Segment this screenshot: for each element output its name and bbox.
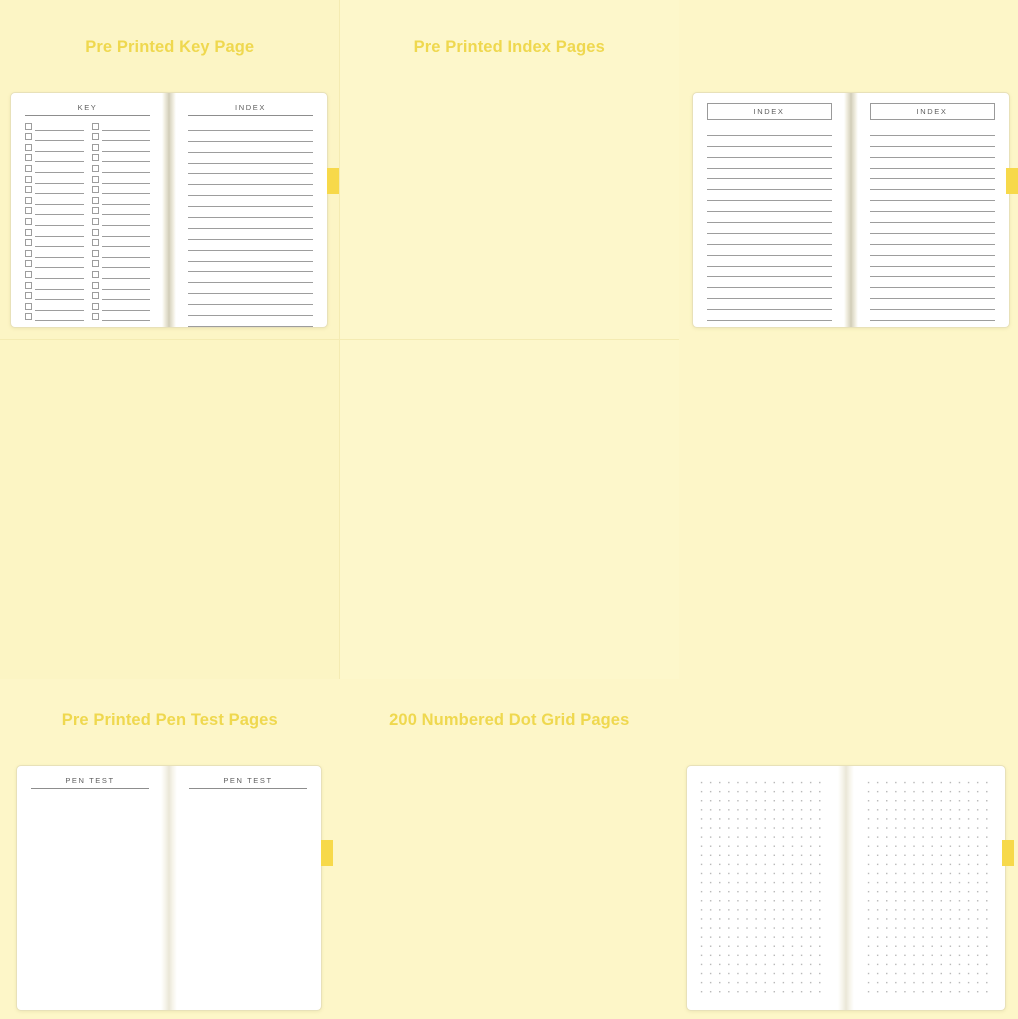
key-row xyxy=(92,120,151,131)
key-row xyxy=(25,194,84,205)
write-line xyxy=(188,326,313,327)
checkbox-icon xyxy=(92,207,99,214)
checkbox-icon xyxy=(25,260,32,267)
checkbox-icon xyxy=(25,123,32,130)
write-line xyxy=(707,287,832,288)
write-row xyxy=(188,174,313,185)
write-line xyxy=(870,222,995,223)
write-line xyxy=(188,304,313,305)
write-line xyxy=(707,168,832,169)
checkbox-icon xyxy=(92,292,99,299)
write-line xyxy=(707,298,832,299)
write-line xyxy=(188,141,313,142)
write-line xyxy=(870,200,995,201)
write-row xyxy=(188,131,313,142)
quadrant-title-dot-grid-pages: 200 Numbered Dot Grid Pages xyxy=(389,710,630,729)
checkbox-icon xyxy=(25,144,32,151)
write-line xyxy=(870,298,995,299)
write-row xyxy=(188,207,313,218)
key-row xyxy=(25,173,84,184)
write-line xyxy=(707,189,832,190)
checkbox-icon xyxy=(92,313,99,320)
write-line xyxy=(870,276,995,277)
write-row xyxy=(870,158,995,169)
write-row xyxy=(870,147,995,158)
write-row xyxy=(188,262,313,273)
write-row xyxy=(707,223,832,234)
key-row xyxy=(25,226,84,237)
ruled-lines-right xyxy=(870,125,995,321)
write-line xyxy=(102,257,151,258)
notebook-spine xyxy=(162,93,176,327)
write-line xyxy=(102,267,151,268)
write-line xyxy=(102,193,151,194)
write-line xyxy=(870,244,995,245)
write-line xyxy=(35,214,84,215)
write-line xyxy=(707,276,832,277)
checkbox-icon xyxy=(92,176,99,183)
page-pen-test-left xyxy=(17,766,161,1010)
write-row xyxy=(188,120,313,131)
write-line xyxy=(707,320,832,321)
checkbox-icon xyxy=(25,229,32,236)
write-line xyxy=(707,309,832,310)
write-line xyxy=(870,211,995,212)
key-row xyxy=(25,215,84,226)
key-column-left xyxy=(25,120,84,321)
bookmark-tab xyxy=(1006,168,1018,194)
write-line xyxy=(188,195,313,196)
checkbox-icon xyxy=(25,207,32,214)
write-line xyxy=(188,152,313,153)
write-line xyxy=(35,310,84,311)
write-row xyxy=(188,240,313,251)
notebook-spine xyxy=(161,766,177,1010)
write-row xyxy=(870,256,995,267)
checkbox-icon xyxy=(25,154,32,161)
write-line xyxy=(188,271,313,272)
key-row xyxy=(92,173,151,184)
write-row xyxy=(870,245,995,256)
key-row xyxy=(25,237,84,248)
write-row xyxy=(707,256,832,267)
key-row xyxy=(92,279,151,290)
write-line xyxy=(102,172,151,173)
page-index-right xyxy=(858,93,1009,327)
write-line xyxy=(707,178,832,179)
write-row xyxy=(707,136,832,147)
page-dot-grid-right xyxy=(854,766,1005,1010)
quadrant-index-pages xyxy=(340,0,948,340)
key-row xyxy=(92,184,151,195)
write-line xyxy=(870,135,995,136)
write-line xyxy=(35,320,84,321)
write-line xyxy=(102,310,151,311)
write-row xyxy=(188,251,313,262)
checkbox-icon xyxy=(92,144,99,151)
write-row xyxy=(188,196,313,207)
page-header-pen-test-left: PEN TEST xyxy=(31,776,149,789)
page-key xyxy=(11,93,162,327)
write-row xyxy=(188,164,313,175)
checkbox-icon xyxy=(25,239,32,246)
key-row xyxy=(25,162,84,173)
write-line xyxy=(707,244,832,245)
write-line xyxy=(870,266,995,267)
key-row xyxy=(92,141,151,152)
key-row xyxy=(92,152,151,163)
write-row xyxy=(707,267,832,278)
dot-grid-pattern xyxy=(697,778,828,998)
write-row xyxy=(870,201,995,212)
write-line xyxy=(35,225,84,226)
write-line xyxy=(35,140,84,141)
key-column-right xyxy=(92,120,151,321)
key-row xyxy=(92,205,151,216)
write-line xyxy=(870,309,995,310)
write-line xyxy=(102,225,151,226)
checkbox-icon xyxy=(92,229,99,236)
checkbox-icon xyxy=(25,303,32,310)
key-columns xyxy=(25,120,150,321)
write-line xyxy=(188,130,313,131)
write-line xyxy=(188,293,313,294)
write-line xyxy=(870,146,995,147)
write-line xyxy=(102,246,151,247)
write-line xyxy=(102,130,151,131)
notebook-spine xyxy=(838,766,854,1010)
write-row xyxy=(870,288,995,299)
write-row xyxy=(707,277,832,288)
notebook-spine xyxy=(844,93,858,327)
key-row xyxy=(25,131,84,142)
write-row xyxy=(870,277,995,288)
checkbox-icon xyxy=(92,271,99,278)
page-pen-test-right xyxy=(177,766,321,1010)
key-row xyxy=(25,290,84,301)
page-header-index-left: INDEX xyxy=(707,103,832,120)
write-line xyxy=(35,151,84,152)
write-row xyxy=(870,169,995,180)
checkbox-icon xyxy=(25,271,32,278)
checkbox-icon xyxy=(25,197,32,204)
checkbox-icon xyxy=(92,186,99,193)
checkbox-icon xyxy=(25,133,32,140)
write-row xyxy=(707,201,832,212)
write-line xyxy=(707,200,832,201)
write-line xyxy=(35,172,84,173)
write-line xyxy=(188,217,313,218)
write-row xyxy=(870,299,995,310)
page-header-index-right: INDEX xyxy=(870,103,995,120)
page-index xyxy=(176,93,327,327)
write-line xyxy=(102,214,151,215)
write-row xyxy=(188,229,313,240)
quadrant-key-page xyxy=(0,0,340,340)
quadrant-title-key-page: Pre Printed Key Page xyxy=(85,38,255,56)
write-line xyxy=(707,146,832,147)
key-row xyxy=(25,205,84,216)
write-line xyxy=(102,289,151,290)
write-row xyxy=(870,125,995,136)
write-row xyxy=(188,283,313,294)
checkbox-icon xyxy=(92,123,99,130)
blank-writing-area xyxy=(31,793,149,1019)
notebook-key-page xyxy=(10,92,328,328)
checkbox-icon xyxy=(92,239,99,246)
quadrant-title-index-pages: Pre Printed Index Pages xyxy=(413,38,605,56)
key-row xyxy=(92,290,151,301)
write-line xyxy=(870,233,995,234)
page-header-key: KEY xyxy=(25,103,150,116)
key-row xyxy=(25,184,84,195)
ruled-lines xyxy=(188,120,313,327)
write-line xyxy=(188,261,313,262)
write-line xyxy=(707,211,832,212)
write-line xyxy=(102,320,151,321)
write-row xyxy=(188,218,313,229)
write-row xyxy=(188,185,313,196)
notebook-pen-test xyxy=(16,765,322,1011)
blank-writing-area xyxy=(189,793,307,1019)
write-line xyxy=(102,140,151,141)
write-line xyxy=(102,204,151,205)
write-line xyxy=(35,161,84,162)
write-row xyxy=(870,267,995,278)
key-row xyxy=(92,311,151,322)
checkbox-icon xyxy=(25,165,32,172)
key-row xyxy=(25,300,84,311)
write-row xyxy=(707,212,832,223)
write-row xyxy=(707,169,832,180)
key-row xyxy=(92,237,151,248)
write-line xyxy=(35,278,84,279)
write-line xyxy=(102,299,151,300)
write-row xyxy=(707,245,832,256)
write-line xyxy=(35,204,84,205)
write-line xyxy=(707,266,832,267)
key-row xyxy=(92,215,151,226)
write-row xyxy=(188,294,313,305)
write-line xyxy=(870,168,995,169)
write-row xyxy=(188,305,313,316)
checkbox-icon xyxy=(92,218,99,225)
checkbox-icon xyxy=(92,154,99,161)
write-line xyxy=(35,130,84,131)
write-line xyxy=(707,233,832,234)
dot-grid-pattern xyxy=(864,778,995,998)
write-line xyxy=(102,236,151,237)
write-line xyxy=(35,299,84,300)
write-row xyxy=(707,310,832,321)
write-row xyxy=(188,316,313,327)
write-line xyxy=(870,255,995,256)
write-line xyxy=(35,289,84,290)
bookmark-tab xyxy=(1002,840,1014,866)
key-row xyxy=(25,268,84,279)
write-line xyxy=(870,178,995,179)
quadrant-title-pen-test-pages: Pre Printed Pen Test Pages xyxy=(61,710,278,729)
write-line xyxy=(707,157,832,158)
bookmark-tab xyxy=(327,168,339,194)
key-row xyxy=(25,120,84,131)
write-row xyxy=(188,142,313,153)
checkbox-icon xyxy=(92,260,99,267)
key-row xyxy=(25,258,84,269)
write-row xyxy=(188,272,313,283)
key-row xyxy=(25,311,84,322)
write-line xyxy=(870,189,995,190)
key-row xyxy=(92,162,151,173)
write-row xyxy=(707,190,832,201)
checkbox-icon xyxy=(25,282,32,289)
write-line xyxy=(188,282,313,283)
write-line xyxy=(870,287,995,288)
page-header-pen-test-right: PEN TEST xyxy=(189,776,307,789)
write-line xyxy=(35,183,84,184)
checkbox-icon xyxy=(92,165,99,172)
write-row xyxy=(870,223,995,234)
write-line xyxy=(188,206,313,207)
notebook-index-pages xyxy=(692,92,1010,328)
key-row xyxy=(92,247,151,258)
page-dot-grid-left xyxy=(687,766,838,1010)
write-line xyxy=(188,250,313,251)
write-line xyxy=(188,315,313,316)
write-line xyxy=(35,246,84,247)
horizontal-divider xyxy=(0,339,679,340)
key-row xyxy=(92,131,151,142)
checkbox-icon xyxy=(92,282,99,289)
write-row xyxy=(870,310,995,321)
write-line xyxy=(870,157,995,158)
checkbox-icon xyxy=(92,197,99,204)
write-line xyxy=(35,257,84,258)
write-row xyxy=(707,179,832,190)
checkbox-icon xyxy=(92,133,99,140)
write-line xyxy=(188,239,313,240)
write-row xyxy=(707,299,832,310)
write-row xyxy=(707,234,832,245)
write-row xyxy=(707,288,832,299)
key-row xyxy=(92,268,151,279)
checkbox-icon xyxy=(25,176,32,183)
key-row xyxy=(25,152,84,163)
write-line xyxy=(707,222,832,223)
write-line xyxy=(188,173,313,174)
checkbox-icon xyxy=(25,218,32,225)
write-line xyxy=(102,151,151,152)
write-line xyxy=(102,183,151,184)
write-line xyxy=(188,163,313,164)
key-row xyxy=(92,226,151,237)
quadrant-dot-grid-pages xyxy=(340,340,680,729)
page-header-index: INDEX xyxy=(188,103,313,116)
notebook-dot-grid xyxy=(686,765,1006,1011)
page-index-left xyxy=(693,93,844,327)
write-row xyxy=(870,234,995,245)
checkbox-icon xyxy=(25,313,32,320)
checkbox-icon xyxy=(92,303,99,310)
checkbox-icon xyxy=(25,292,32,299)
checkbox-icon xyxy=(25,250,32,257)
key-row xyxy=(92,194,151,205)
quadrant-pen-test-pages xyxy=(0,340,340,785)
write-line xyxy=(35,236,84,237)
write-line xyxy=(188,184,313,185)
write-row xyxy=(870,179,995,190)
write-row xyxy=(870,190,995,201)
key-row xyxy=(25,141,84,152)
write-row xyxy=(188,153,313,164)
write-row xyxy=(707,147,832,158)
bookmark-tab xyxy=(321,840,333,866)
write-line xyxy=(35,267,84,268)
checkbox-icon xyxy=(25,186,32,193)
ruled-lines-left xyxy=(707,125,832,321)
write-line xyxy=(707,135,832,136)
write-line xyxy=(35,193,84,194)
key-row xyxy=(92,258,151,269)
write-row xyxy=(870,136,995,147)
write-line xyxy=(707,255,832,256)
write-line xyxy=(102,161,151,162)
key-row xyxy=(92,300,151,311)
key-row xyxy=(25,279,84,290)
checkbox-icon xyxy=(92,250,99,257)
write-row xyxy=(707,125,832,136)
write-row xyxy=(707,158,832,169)
write-line xyxy=(102,278,151,279)
write-line xyxy=(870,320,995,321)
write-line xyxy=(188,228,313,229)
write-row xyxy=(870,212,995,223)
key-row xyxy=(25,247,84,258)
